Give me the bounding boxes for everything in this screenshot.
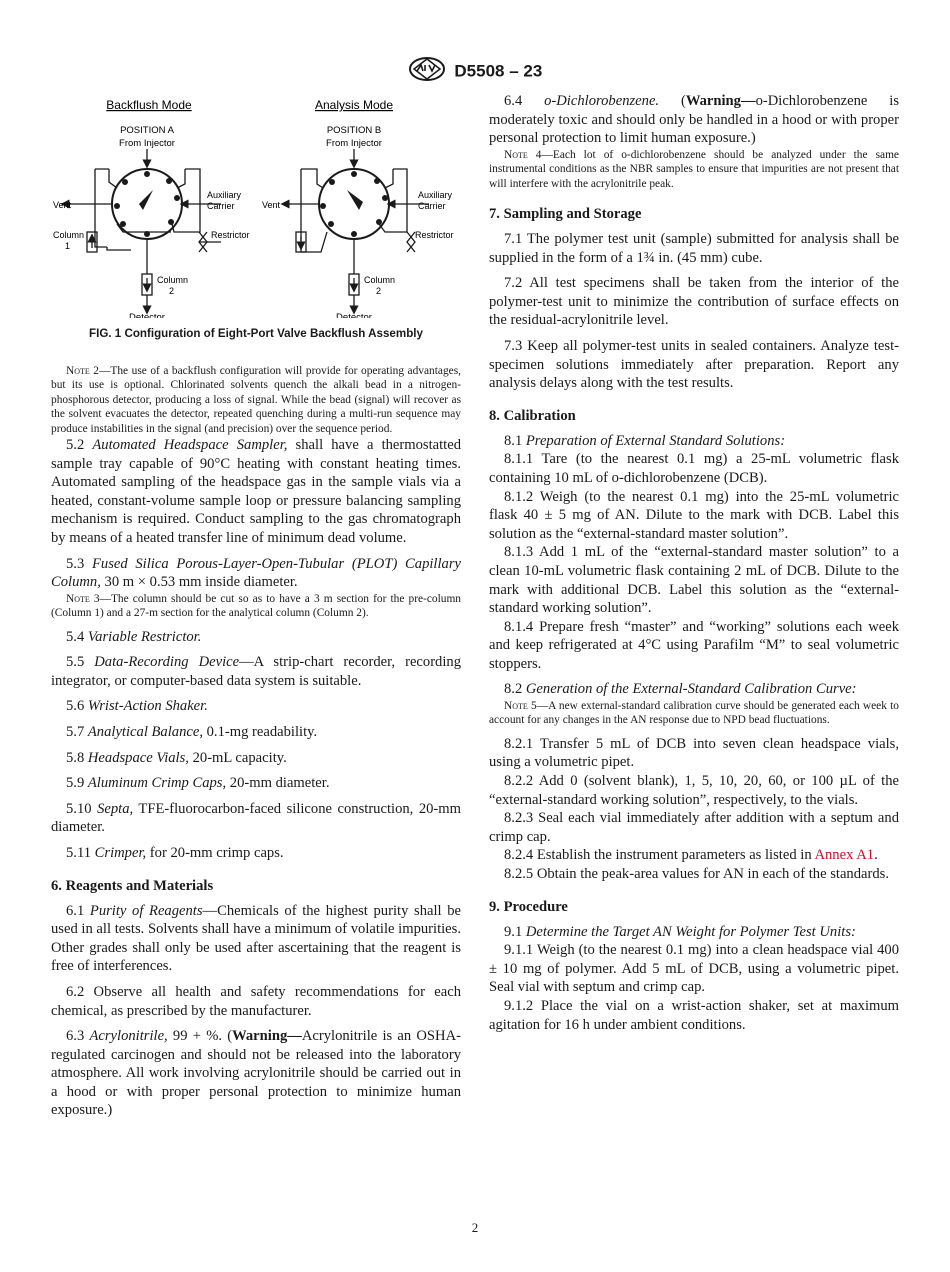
valve-a bbox=[63, 149, 221, 312]
para-9-1-2: 9.1.2 Place the vial on a wrist-action shaker, set at maximum agitation for 16 h under ambient conditions. bbox=[489, 998, 899, 1033]
para-8-2-5: 8.2.5 Obtain the peak-area values for AN in each of the standards. bbox=[504, 866, 889, 883]
para-7-3: 7.3 Keep all polymer-test units in sealed containers. Analyze test-specimen solutions immediately after preparation. Report any analysis delays along with the test results. bbox=[489, 337, 899, 392]
para-8-2-4: 8.2.4 Establish the instrument parameters as listed in Annex A1. bbox=[504, 847, 878, 864]
section-8-heading: 8. Calibration bbox=[489, 407, 576, 424]
para-7-2: 7.2 All test specimens shall be taken from the interior of the polymer-test unit to minimize the contribution of surface effects on the residual-acrylonitrile level. bbox=[489, 275, 899, 329]
para-7-1: 7.1 The polymer test unit (sample) submitted for analysis shall be supplied in the form of a 1¾ in. (45 mm) cube. bbox=[489, 231, 899, 266]
para-5-8: 5.8 Headspace Vials, 20-mL capacity. bbox=[66, 749, 287, 766]
para-5-4: 5.4 Variable Restrictor. bbox=[66, 628, 202, 645]
position-a-label: POSITION A bbox=[120, 125, 174, 136]
para-8-1-3: 8.1.3 Add 1 mL of the “external-standard master solution” to a clean 10-mL volumetric flask containing 2 mL of DCB. Dilute to the mark with additional DCB. Label this solution as the “external-standard working solution”. bbox=[489, 544, 899, 617]
page-header bbox=[0, 56, 950, 87]
figure-caption: FIG. 1 Configuration of Eight-Port Valve Backflush Assembly bbox=[89, 327, 423, 340]
para-8-2: 8.2 Generation of the External-Standard Calibration Curve: bbox=[504, 681, 857, 698]
restrictor-label-b: Restrictor bbox=[415, 230, 454, 240]
aux-label-b2: Carrier bbox=[418, 201, 446, 211]
para-8-2-2: 8.2.2 Add 0 (solvent blank), 1, 5, 10, 20, 60, or 100 µL of the “external-standard working solution”, respectively, to the vials. bbox=[489, 773, 899, 808]
detector-label-a: Detector bbox=[129, 312, 165, 318]
astm-logo-icon bbox=[408, 56, 446, 87]
aux-label-a2: Carrier bbox=[207, 201, 235, 211]
section-9-heading: 9. Procedure bbox=[489, 898, 568, 915]
note-2: Note 2—The use of a backflush configuration will provide for operating advantages, but its use is optional. Chlorinated solvents quench the alkali bead in a nitrogen-phosphorous detector, producing a loss of signal. While the bead (signal) will recover as the solvent evacuates the detector, repeated quenching during a multi-run sequence may produce instabilities in the signal (and precision) over the sequence period. bbox=[51, 365, 461, 435]
para-8-1: 8.1 Preparation of External Standard Solutions: bbox=[504, 432, 786, 449]
backflush-title: Backflush Mode bbox=[106, 98, 192, 112]
para-8-1-4: 8.1.4 Prepare fresh “master” and “working” solutions each week and keep refrigerated at 4°C using Parafilm “M” to seal volumetric stoppers. bbox=[489, 618, 899, 672]
detector-label-b: Detector bbox=[336, 312, 372, 318]
para-5-3: 5.3 Fused Silica Porous-Layer-Open-Tubular (PLOT) Capillary Column, 30 m × 0.53 mm inside diameter. bbox=[51, 555, 461, 591]
figure-1 bbox=[51, 92, 461, 340]
position-b-label: POSITION B bbox=[326, 125, 382, 136]
para-5-7: 5.7 Analytical Balance, 0.1-mg readability. bbox=[66, 723, 318, 740]
para-9-1-1: 9.1.1 Weigh (to the nearest 0.1 mg) into a clean headspace vial 400 ± 10 mg of polymer. Add 5 mL of DCB, using a volumetric pipet. Seal vial with septum and crimp cap. bbox=[489, 942, 899, 996]
right-column bbox=[489, 92, 899, 1034]
analysis-title: Analysis Mode bbox=[314, 98, 394, 112]
col1-label-a: Column bbox=[53, 230, 85, 240]
standard-designation: D5508 – 23 bbox=[454, 61, 543, 81]
col2-label-a: Column bbox=[157, 275, 189, 285]
left-column bbox=[51, 92, 461, 1120]
col2-label-b: Column bbox=[364, 275, 396, 285]
vent-label-a: Vent bbox=[53, 200, 72, 210]
col1-num-a: 1 bbox=[65, 241, 71, 251]
para-5-9: 5.9 Aluminum Crimp Caps, 20-mm diameter. bbox=[66, 775, 330, 792]
note-5: Note 5—A new external-standard calibration curve should be generated each week to account for any changes in the AN response due to NPD bead fluctuations. bbox=[489, 700, 899, 727]
para-8-1-1: 8.1.1 Tare (to the nearest 0.1 mg) a 25-mL volumetric flask containing 10 mL of o-dichlorobenzene (DCB). bbox=[489, 451, 899, 486]
para-5-2: 5.2 Automated Headspace Sampler, shall have a thermostatted sample tray capable of 90°C heating with constant heating times. Automated sampling of the headspace gas in the sample vials via a heated, constant-volume sample loop or pressure balancing sampling mechanism is required. Conduct sampling to the gas chromatograph by means of a heated transfer line of minimum dead volume. bbox=[51, 437, 462, 546]
col2-num-b: 2 bbox=[376, 286, 382, 296]
restrictor-label-a: Restrictor bbox=[211, 230, 250, 240]
injector-label-a: From Injector bbox=[119, 138, 175, 149]
para-5-5: 5.5 Data-Recording Device—A strip-chart recorder, recording integrator, or computer-based data system is suitable. bbox=[51, 654, 461, 689]
para-8-2-1: 8.2.1 Transfer 5 mL of DCB into seven clean headspace vials, using a volumetric pipet. bbox=[489, 735, 899, 771]
note-4: Note 4—Each lot of o-dichlorobenzene should be analyzed under the same instrumental conditions as the NBR samples to ensure that impurities are not present that will interfere with the acrylonitrile peak. bbox=[489, 148, 899, 190]
para-6-1: 6.1 Purity of Reagents—Chemicals of the highest purity shall be used in all tests. Solvents shall have a minimum of volatile impurities. Other grades shall only be used after ascertaining that the reagent is free of interferences. bbox=[51, 902, 462, 975]
para-8-1-2: 8.1.2 Weigh (to the nearest 0.1 mg) into the 25-mL volumetric flask 40 ± 5 mg of AN. Dilute to the mark with DCB. Label this solution as the “external-standard master solution”. bbox=[489, 488, 899, 542]
para-5-10: 5.10 Septa, TFE-fluorocarbon-faced silicone construction, 20-mm diameter. bbox=[51, 800, 461, 836]
para-9-1: 9.1 Determine the Target AN Weight for Polymer Test Units: bbox=[504, 923, 856, 940]
para-6-3: 6.3 Acrylonitrile, 99 + %. (Warning—Acrylonitrile is an OSHA-regulated carcinogen and should not be released into the laboratory atmosphere. All work involving acrylonitrile should be carried out in a hood or with proper personal protection to minimize human exposure.) bbox=[51, 1028, 461, 1119]
injector-label-b: From Injector bbox=[326, 138, 382, 149]
para-5-11: 5.11 Crimper, for 20-mm crimp caps. bbox=[66, 844, 284, 861]
aux-label-a1: Auxiliary bbox=[207, 190, 242, 200]
note-3: Note 3—The column should be cut so as to have a 3 m section for the pre-column (Column 1) and a 27-m section for the analytical column (Column 2). bbox=[51, 592, 461, 620]
vent-label-b: Vent bbox=[262, 200, 281, 210]
para-8-2-3: 8.2.3 Seal each vial immediately after addition with a septum and crimp cap. bbox=[489, 810, 899, 845]
para-6-2: 6.2 Observe all health and safety recommendations for each chemical, as prescribed by the manufacturer. bbox=[51, 983, 461, 1019]
para-6-4: 6.4 o-Dichlorobenzene. (Warning—o-Dichlorobenzene is moderately toxic and should only be handled in a hood or with proper personal protection to limit human exposure.) bbox=[489, 93, 899, 147]
para-5-6: 5.6 Wrist-Action Shaker. bbox=[66, 698, 208, 715]
section-6-heading: 6. Reagents and Materials bbox=[51, 877, 214, 894]
col2-num-a: 2 bbox=[169, 286, 175, 296]
annex-a1-link[interactable]: Annex A1 bbox=[814, 847, 875, 864]
aux-label-b1: Auxiliary bbox=[418, 190, 453, 200]
valve-diagram bbox=[51, 92, 461, 318]
page-number: 2 bbox=[471, 1220, 479, 1235]
section-7-heading: 7. Sampling and Storage bbox=[489, 206, 642, 222]
